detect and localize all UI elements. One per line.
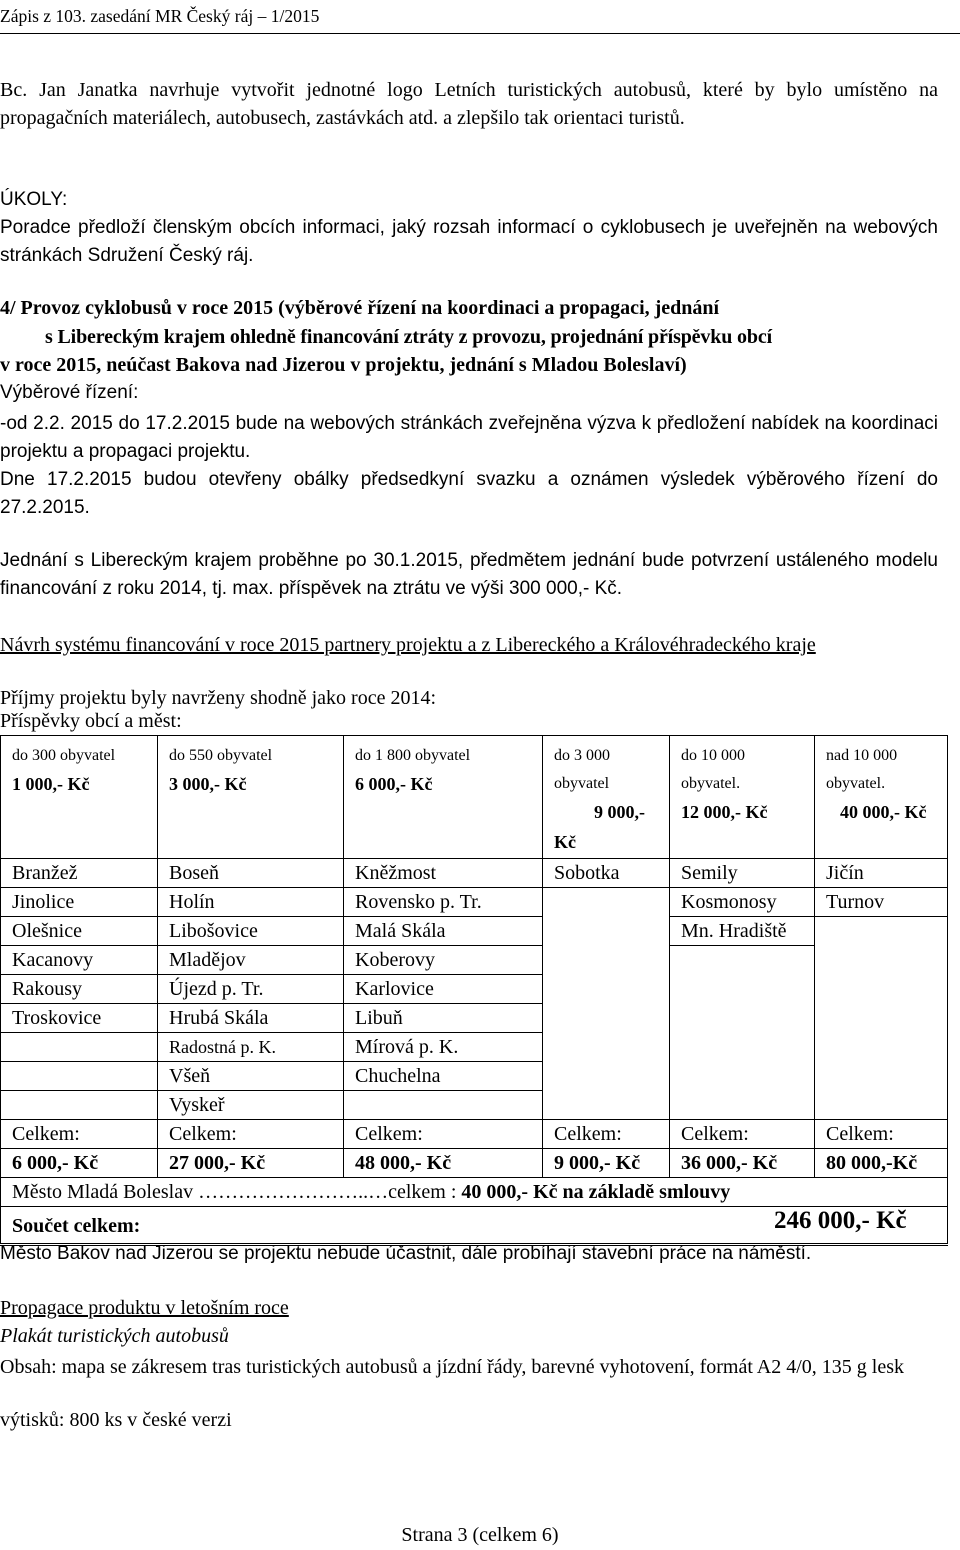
total-cell: 9 000,- Kč [543, 1149, 670, 1178]
header-amount: 40 000,- Kč [840, 802, 927, 822]
page-number: Strana 3 (celkem 6) [401, 1524, 559, 1546]
header-amount: 12 000,- Kč [681, 802, 768, 822]
vytisku-text: výtisků: 800 ks v české verzi [0, 1409, 232, 1431]
vyberove-rizeni-label: Výběrové řízení: [0, 382, 139, 403]
sum-cell [1, 1207, 948, 1245]
town-cell [815, 1091, 948, 1120]
ukoly-text: Poradce předloží členským obcích informaci, jaký rozsah informací o cyklobusech je uveřejněn na webových stránkách Sdružení Český ráj. [0, 217, 938, 266]
town-cell: Mírová p. K. [344, 1033, 543, 1062]
town-cell: Kněžmost [344, 859, 543, 888]
header-amount: 1 000,- Kč [12, 774, 90, 794]
mb-label: Město Mladá Boleslav [12, 1181, 194, 1203]
prispevky-text: Příspěvky obcí a měst: [0, 710, 182, 732]
town-cell [670, 1062, 815, 1091]
table-row [1, 1004, 948, 1033]
header-cell [1, 736, 158, 859]
table-row [1, 1091, 948, 1120]
town-cell [670, 946, 815, 975]
town-cell [543, 888, 670, 917]
town-cell [543, 946, 670, 975]
town-cell [344, 1091, 543, 1120]
plakat-heading: Plakát turistických autobusů [0, 1325, 229, 1347]
ukoly-label: ÚKOLY: [0, 189, 68, 210]
town-cell: Malá Skála [344, 917, 543, 946]
obsah-paragraph: Obsah: mapa se zákresem tras turistických autobusů a jízdní řády, barevné vyhotovení, formát A2 4/0, 135 g lesk [0, 1356, 905, 1378]
vyberove-rizeni-text2: Dne 17.2.2015 budou otevřeny obálky předsedkyní svazku a oznámen výsledek výběrového řízení do 27.2.2015. [0, 469, 938, 518]
town-cell [815, 1004, 948, 1033]
town-cell [543, 1004, 670, 1033]
total-cell: 80 000,-Kč [815, 1149, 948, 1178]
town-cell: Kacanovy [1, 946, 158, 975]
table-row [1, 946, 948, 975]
janatka-paragraph: Bc. Jan Janatka navrhuje vytvořit jednotné logo Letních turistických autobusů, které by bylo umístěno na propagačních materiálech, autobusech, zastávkách atd. a zlepšilo tak orientaci turistů. [0, 79, 938, 129]
header-divider [0, 33, 960, 34]
prijmy-text: Příjmy projektu byly navrženy shodně jako roce 2014: [0, 687, 437, 709]
celkem-cell: Celkem: [158, 1120, 344, 1149]
celkem-cell: Celkem: [543, 1120, 670, 1149]
mb-dots: ……………………..… [198, 1181, 389, 1203]
town-cell: Vyskeř [158, 1091, 344, 1120]
header-amount: 6 000,- Kč [355, 774, 433, 794]
town-cell: Branžež [1, 859, 158, 888]
town-cell [543, 975, 670, 1004]
town-cell: Koberovy [344, 946, 543, 975]
town-cell: Troskovice [1, 1004, 158, 1033]
header-cell [543, 736, 670, 859]
mb-celkem: celkem : [388, 1181, 462, 1203]
town-cell [815, 917, 948, 946]
town-cell: Jinolice [1, 888, 158, 917]
header-cell [670, 736, 815, 859]
total-cell: 6 000,- Kč [1, 1149, 158, 1178]
mb-amount: 40 000,- Kč na základě smlouvy [461, 1181, 731, 1203]
town-cell: Olešnice [1, 917, 158, 946]
sum-label: Součet celkem: [12, 1215, 141, 1237]
town-cell: Sobotka [543, 859, 670, 888]
header-cell [815, 736, 948, 859]
town-cell: Holín [158, 888, 344, 917]
town-cell [670, 1091, 815, 1120]
town-cell: Libošovice [158, 917, 344, 946]
celkem-cell: Celkem: [670, 1120, 815, 1149]
town-cell [670, 975, 815, 1004]
total-cell: 36 000,- Kč [670, 1149, 815, 1178]
town-cell: Turnov [815, 888, 948, 917]
header-label: obyvatel. [826, 775, 886, 792]
town-cell: Boseň [158, 859, 344, 888]
town-cell [1, 1033, 158, 1062]
celkem-cell: Celkem: [344, 1120, 543, 1149]
header-label: do 10 000 [681, 747, 745, 764]
town-cell [543, 1062, 670, 1091]
town-cell: Rakousy [1, 975, 158, 1004]
sum-row [1, 1207, 948, 1245]
town-cell: Karlovice [344, 975, 543, 1004]
town-cell: Semily [670, 859, 815, 888]
header-label: do 1 800 obyvatel [355, 747, 471, 764]
header-cell [344, 736, 543, 859]
town-cell [543, 917, 670, 946]
propagace-heading: Propagace produktu v letošním roce [0, 1297, 289, 1319]
town-cell: Mladějov [158, 946, 344, 975]
bakov-paragraph: Město Bakov nad Jizerou se projektu nebude účastnit, dále probíhají stavební práce na náměstí. [0, 1243, 812, 1264]
town-cell [815, 975, 948, 1004]
section4-heading-line3: v roce 2015, neúčast Bakova nad Jizerou v projektu, jednání s Mladou Boleslaví) [0, 354, 687, 376]
town-cell [543, 1091, 670, 1120]
town-cell [815, 946, 948, 975]
town-cell [1, 1091, 158, 1120]
section4-heading-line2: s Libereckým krajem ohledně financování ztráty z provozu, projednání příspěvku obcí [45, 326, 773, 348]
town-cell [670, 1004, 815, 1033]
town-cell: Rovensko p. Tr. [344, 888, 543, 917]
mlada-boleslav-row [1, 1178, 948, 1207]
table-header-row [1, 736, 948, 859]
town-cell: Radostná p. K. [158, 1033, 344, 1062]
town-cell: Újezd p. Tr. [158, 975, 344, 1004]
totals-row [1, 1149, 948, 1178]
total-cell: 27 000,- Kč [158, 1149, 344, 1178]
table-row [1, 1033, 948, 1062]
header-cell [158, 736, 344, 859]
table-row [1, 888, 948, 917]
celkem-cell: Celkem: [1, 1120, 158, 1149]
contributions-table [0, 735, 948, 1246]
header-amount: 9 000,- Kč [554, 802, 645, 852]
header-label: obyvatel [554, 775, 610, 792]
header-amount: 3 000,- Kč [169, 774, 247, 794]
town-cell: Chuchelna [344, 1062, 543, 1091]
town-cell [815, 1033, 948, 1062]
town-cell [815, 1062, 948, 1091]
table-row [1, 1062, 948, 1091]
header-label: nad 10 000 [826, 747, 898, 764]
town-cell: Hrubá Skála [158, 1004, 344, 1033]
table-row [1, 859, 948, 888]
town-cell [670, 1033, 815, 1062]
table-row [1, 917, 948, 946]
celkem-label-row [1, 1120, 948, 1149]
town-cell: Kosmonosy [670, 888, 815, 917]
document-header: Zápis z 103. zasedání MR Český ráj – 1/2015 [0, 6, 320, 26]
header-label: do 3 000 [554, 747, 610, 764]
town-cell: Všeň [158, 1062, 344, 1091]
town-cell [1, 1062, 158, 1091]
header-label: do 300 obyvatel [12, 747, 116, 764]
town-cell: Mn. Hradiště [670, 917, 815, 946]
vyberove-rizeni-text1: -od 2.2. 2015 do 17.2.2015 bude na webových stránkách zveřejněna výzva k předložení nabídek na koordinaci projektu a propagaci projektu. [0, 413, 938, 462]
jednani-paragraph: Jednání s Libereckým krajem proběhne po 30.1.2015, předmětem jednání bude potvrzení ustáleného modelu financování z roku 2014, tj. max. příspěvek na ztrátu ve výši 300 000,- Kč. [0, 550, 938, 599]
town-cell [543, 1033, 670, 1062]
section4-heading-line1: 4/ Provoz cyklobusů v roce 2015 (výběrové řízení na koordinaci a propagaci, jednání [0, 297, 720, 319]
town-cell: Jičín [815, 859, 948, 888]
table-row [1, 975, 948, 1004]
town-cell: Libuň [344, 1004, 543, 1033]
navrh-heading: Návrh systému financování v roce 2015 partnery projektu a z Libereckého a Královéhradeckého kraje [0, 634, 816, 656]
sum-value: 246 000,- Kč [774, 1207, 907, 1234]
total-cell: 48 000,- Kč [344, 1149, 543, 1178]
header-label: do 550 obyvatel [169, 747, 273, 764]
mlada-boleslav-cell [1, 1178, 948, 1207]
header-label: obyvatel. [681, 775, 741, 792]
celkem-cell: Celkem: [815, 1120, 948, 1149]
